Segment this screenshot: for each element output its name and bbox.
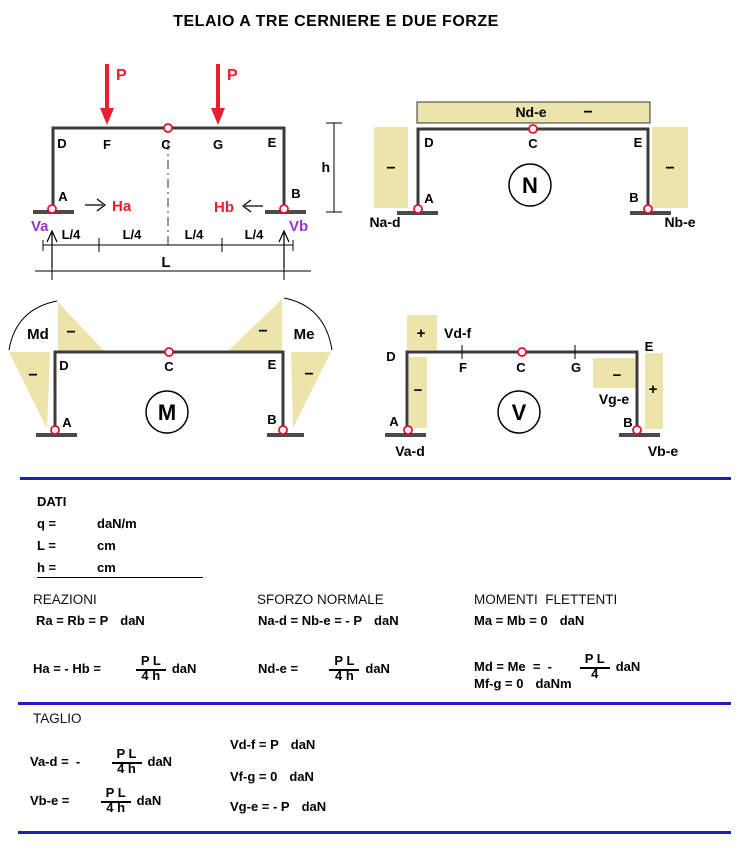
sforzo-eq2 (258, 638, 390, 698)
dati-h-label: h = (37, 559, 57, 575)
momenti-eq2-lhs: Md = Me = - (474, 658, 553, 674)
v-sign-top-left: + (416, 325, 426, 342)
reazioni-eq1 (36, 613, 145, 628)
sforzo-eq2-lhs: Nd-e = (258, 660, 302, 676)
n-node-e: E (633, 135, 643, 150)
taglio-eq2-unit: daN (136, 792, 162, 808)
m-top-left-region (58, 302, 104, 351)
taglio-right-eq1 (230, 737, 315, 752)
momenti-eq3 (474, 676, 572, 691)
m-sign-outer-left: − (28, 367, 38, 384)
sforzo-eq2-unit: daN (365, 660, 390, 676)
taglio-right-eq3 (230, 799, 326, 814)
n-right-sign: − (665, 160, 675, 177)
taglio-right-eq1-text: Vd-f = P (230, 737, 279, 752)
n-hinge-a (414, 205, 422, 213)
hinge-a (48, 205, 56, 213)
n-left-sign: − (386, 160, 396, 177)
m-sign-top-right: − (258, 323, 268, 340)
m-node-e: E (267, 357, 277, 372)
momenti-heading: MOMENTI FLETTENTI (474, 592, 618, 607)
moment-diagram (9, 298, 332, 435)
sforzo-eq1 (258, 613, 399, 628)
v-node-a: A (389, 414, 399, 429)
reazioni-frac-den: 4 h (141, 668, 161, 683)
dati-row-l (37, 534, 137, 556)
dati-l-unit: cm (97, 537, 116, 553)
v-node-b: B (623, 415, 633, 430)
sforzo-eq1-text: Na-d = Nb-e = - P (258, 613, 363, 628)
v-bottom-right-label: Vg-e (598, 391, 630, 407)
taglio-right-eq3-unit: daN (301, 799, 327, 814)
m-hinge-b (279, 426, 287, 434)
m-node-a: A (62, 415, 72, 430)
momenti-eq1-text: Ma = Mb = 0 (474, 613, 548, 628)
n-hinge-b (644, 205, 652, 213)
v-sign-left: − (413, 382, 423, 399)
node-c: C (161, 137, 171, 152)
momenti-eq3-text: Mf-g = 0 (474, 676, 524, 691)
dati-row-h (37, 556, 137, 578)
reazioni-eq2 (33, 638, 196, 698)
reazioni-frac-num: P L (136, 653, 166, 671)
dati-q-label: q = (37, 515, 57, 531)
taglio-eq1-unit: daN (147, 753, 173, 769)
m-outer-right-region (291, 352, 331, 428)
m-sign-top-left: − (66, 324, 76, 341)
hinge-c (164, 124, 172, 132)
span-dimension-line (35, 262, 311, 280)
v-top-left-label: Vd-f (444, 325, 472, 341)
reazioni-eq2-unit: daN (171, 660, 197, 676)
taglio-right-eq3-text: Vg-e = - P (230, 799, 290, 814)
m-badge-label: M (157, 400, 177, 425)
taglio-frac2-num: P L (101, 785, 131, 803)
momenti-frac-num: P L (580, 651, 610, 669)
v-badge-label: V (511, 400, 527, 425)
taglio-fraction2 (79, 770, 131, 830)
taglio-right-eq2 (230, 769, 314, 784)
dim-q3: L/4 (184, 227, 204, 242)
reazioni-heading: REAZIONI (33, 592, 97, 607)
v-node-c: C (516, 360, 526, 375)
v-right-value-label: Vb-e (647, 443, 679, 459)
m-outer-left-region (9, 352, 50, 429)
sforzo-eq1-unit: daN (374, 613, 399, 628)
dati-l-label: L = (37, 537, 56, 553)
v-node-f: F (459, 360, 467, 375)
taglio-heading: TAGLIO (33, 711, 82, 726)
hinge-b (280, 205, 288, 213)
dati-q-unit: daN/m (97, 515, 137, 531)
taglio-right-eq2-text: Vf-g = 0 (230, 769, 278, 784)
sforzo-fraction (308, 638, 360, 698)
node-f: F (103, 137, 111, 152)
momenti-eq1-unit: daN (559, 613, 585, 628)
v-node-e: E (644, 339, 654, 354)
node-g: G (212, 137, 224, 152)
node-e: E (267, 135, 277, 150)
dati-underline (37, 577, 203, 578)
taglio-eq2-lhs: Vb-e = (30, 792, 73, 808)
taglio-right-eq2-unit: daN (289, 769, 314, 784)
m-top-right-region (228, 299, 282, 351)
reazioni-eq2-lhs: Ha = - Hb (33, 660, 90, 676)
ha-arrow (85, 199, 105, 211)
dati-rows (37, 512, 137, 578)
dim-q1: L/4 (61, 227, 81, 242)
load-arrow-left (100, 64, 114, 125)
n-left-value-label: Na-d (369, 214, 401, 230)
dati-row-q (37, 512, 137, 534)
ha-label: Ha (112, 198, 132, 215)
node-d: D (57, 136, 67, 151)
v-node-g: G (570, 360, 582, 375)
section-divider-middle (18, 702, 731, 705)
n-top-sign: − (583, 104, 593, 121)
load-label-right: P (227, 67, 238, 84)
taglio-frac1-den: 4 h (117, 761, 136, 776)
v-hinge-b (633, 426, 641, 434)
v-hinge-c (518, 348, 526, 356)
frame-diagram (31, 64, 342, 280)
taglio-right-eq1-unit: daN (290, 737, 316, 752)
n-hinge-c (529, 125, 537, 133)
page-title: TELAIO A TRE CERNIERE E DUE FORZE (173, 13, 499, 30)
v-sign-bottom-right: − (612, 367, 622, 384)
normal-force-diagram (369, 102, 695, 230)
vb-label: Vb (289, 218, 309, 235)
m-hinge-a (51, 426, 59, 434)
taglio-frac2-den: 4 h (106, 800, 126, 815)
n-node-d: D (424, 135, 434, 150)
shear-diagram (385, 315, 678, 459)
taglio-frac1-num: P L (112, 746, 142, 764)
v-left-value-label: Va-d (395, 443, 425, 459)
momenti-eq3-unit: daNm (535, 676, 572, 691)
m-node-d: D (59, 358, 69, 373)
va-label: Va (31, 218, 49, 235)
m-left-label: Md (27, 326, 49, 343)
n-node-c: C (528, 136, 538, 151)
dati-h-unit: cm (97, 559, 116, 575)
n-node-a: A (424, 191, 434, 206)
sforzo-heading: SFORZO NORMALE (257, 592, 384, 607)
sforzo-frac-num: P L (329, 653, 359, 671)
momenti-eq1 (474, 613, 584, 628)
taglio-eq2 (30, 770, 161, 830)
n-badge-label: N (522, 173, 538, 198)
hb-arrow (243, 200, 263, 212)
m-right-label: Me (293, 326, 315, 343)
n-right-value-label: Nb-e (664, 214, 696, 230)
reazioni-eq1-text: Ra = Rb = P (36, 613, 109, 628)
reazioni-eq1-unit: daN (120, 613, 145, 628)
node-a: A (58, 189, 68, 204)
taglio-eq1-lhs: Va-d = - (30, 753, 84, 769)
section-divider-top (20, 477, 731, 480)
sforzo-frac-den: 4 h (334, 668, 354, 683)
v-sign-right: + (648, 381, 658, 398)
momenti-eq2-unit: daN (615, 658, 641, 674)
v-node-d: D (386, 349, 396, 364)
m-sign-outer-right: − (304, 366, 314, 383)
section-divider-bottom (18, 831, 731, 834)
v-hinge-a (404, 426, 412, 434)
reazioni-eq2-eq: = (89, 660, 109, 676)
momenti-frac-den: 4 (591, 666, 599, 681)
node-b: B (291, 186, 301, 201)
dati-heading: DATI (37, 494, 67, 509)
n-node-b: B (629, 190, 639, 205)
load-arrow-right (211, 64, 225, 125)
load-label-left: P (116, 67, 127, 84)
hb-label: Hb (214, 199, 234, 216)
dim-q2: L/4 (122, 227, 142, 242)
m-hinge-c (165, 348, 173, 356)
dim-q4: L/4 (244, 227, 264, 242)
dim-height: h (321, 159, 330, 175)
m-node-c: C (164, 359, 174, 374)
n-top-label: Nd-e (515, 104, 547, 120)
dim-span: L (161, 254, 171, 271)
reazioni-fraction (114, 638, 166, 698)
m-node-b: B (267, 412, 277, 427)
